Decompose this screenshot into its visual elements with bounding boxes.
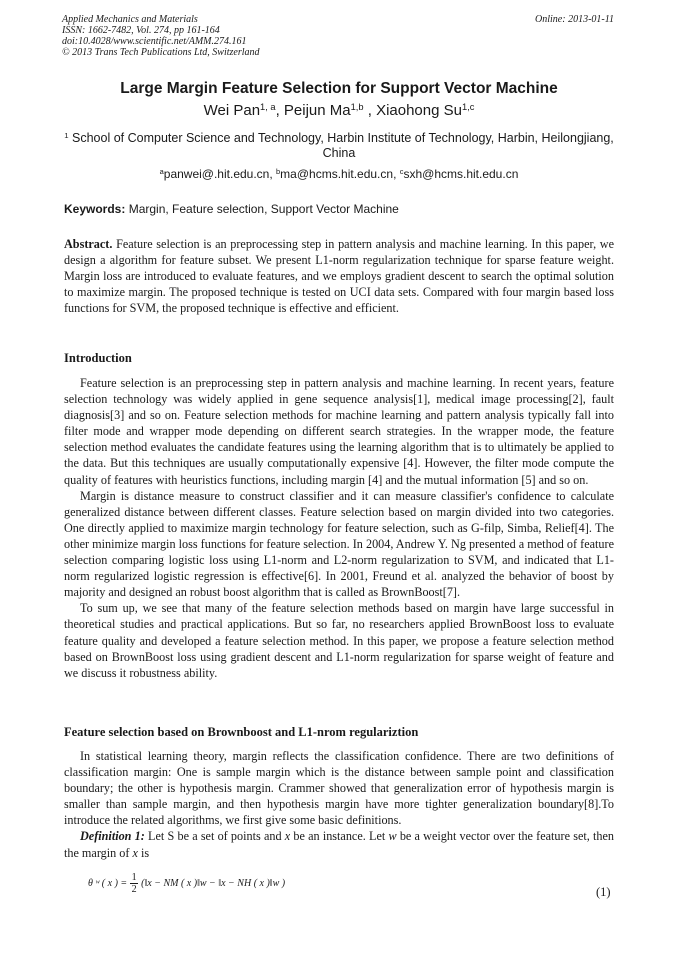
definition-text: Let S be a set of points and xyxy=(144,829,285,844)
variable-x: x xyxy=(284,829,291,844)
keywords-label: Keywords: xyxy=(64,202,126,216)
definition-text: be an instance. Let xyxy=(290,829,389,844)
section-heading-feature-selection: Feature selection based on Brownboost and L1-nrom regulariztion xyxy=(64,725,419,739)
email-mark: b xyxy=(276,166,281,176)
email-mark: c xyxy=(399,166,404,176)
email-address[interactable]: sxh@hcms.hit.edu.cn xyxy=(403,167,519,181)
keywords-text: Margin, Feature selection, Support Vector Machine xyxy=(128,202,399,216)
author-name: Xiaohong Su xyxy=(376,102,462,119)
affiliation-text: School of Computer Science and Technology, Harbin Institute of Technology, Harbin, Heilongjiang, China xyxy=(72,131,614,160)
author-line: Wei Pan$^{1, a}$, Peijun Ma$^{1,b}$ , Xiaohong Su$^{1,c}$ xyxy=(203,101,475,119)
variable-w: w xyxy=(388,829,397,844)
fraction-numerator: 1 xyxy=(131,872,137,883)
abstract-text: Feature selection is an preprocessing step in pattern analysis and machine learning. In this paper, we design a algorithm for feature subset. We present L1-norm regularization technique for sparse feature weight. Margin loss are introduced to evaluate features, and we employs gradient descent to search the optimal solution to maximize margin. The proposed technique is tested on UCI data sets. Compared with four margin based loss functions for SVM, the proposed technique is effective and efficient. xyxy=(64,237,614,316)
paper-title: Large Margin Feature Selection for Support Vector Machine xyxy=(120,80,558,97)
affiliation-mark: 1 xyxy=(64,130,69,140)
equation-rhs: (‖x − NM ( x )‖w − ‖x − NH ( x )‖w ) xyxy=(141,878,286,889)
one-half-fraction xyxy=(130,873,138,894)
margin-equation xyxy=(88,873,285,894)
author-name: Wei Pan xyxy=(203,102,261,119)
variable-x: x xyxy=(132,845,138,860)
email-address[interactable]: panwei@.hit.edu.cn, xyxy=(163,167,273,181)
author-name: Peijun Ma xyxy=(283,102,351,119)
fraction-denominator: 2 xyxy=(131,884,137,895)
section-heading-introduction: Introduction xyxy=(64,351,132,365)
email-address[interactable]: ma@hcms.hit.edu.cn, xyxy=(280,167,397,181)
definition-text: is xyxy=(137,845,150,860)
author-affil-mark: 1,c xyxy=(461,101,475,112)
definition-text: be a weight vector over the feature set, then the margin of xyxy=(64,829,614,860)
journal-header xyxy=(62,14,260,58)
paragraph: Margin is distance measure to construct classifier and it can measure classifier's confidence to calculate generalized distance between different classes. Feature selection based on margin divided into two categories. One directly applied to maximize margin technology for feature selection, such as G-filp, Simba, Relief[4]. The other minimize margin loss functions for feature selection. In 2004, Andrew Y. Ng presented a method of feature selection comparing logistic loss using L1-norm and L2-norm regularization to SVM, and indicated that L1-norm regularized logistic regression is effective[6]. In 2001, Freund et al. analyzed the behavior of boost by majority and designed an robust boost algorithm that is called as BrownBoost[7]. xyxy=(64,488,614,600)
paragraph: In statistical learning theory, margin reflects the classification confidence. There are two definitions of classification margin: One is sample margin which is the distance between sample point and classification boundary; the other is hypothesis margin. Crammer showed that generalization error of hypothesis margin is smaller than sample margin, and then hypothesis margin have more tighter generalization boundary[8].To introduce the related algorithms, we first give some basic definitions. xyxy=(64,749,614,828)
copyright-line: © 2013 Trans Tech Publications Ltd, Switzerland xyxy=(62,47,260,58)
definition-paragraph xyxy=(64,828,614,860)
abstract-label: Abstract. xyxy=(64,237,113,251)
online-date: Online: 2013-01-11 xyxy=(535,14,614,25)
equation-lhs: θ ʷ ( x ) = xyxy=(88,878,128,889)
definition-label: Definition 1: xyxy=(80,829,145,844)
author-affil-mark: 1,b xyxy=(350,101,364,112)
equation-number: (1) xyxy=(596,885,611,899)
keywords xyxy=(64,202,399,216)
journal-name: Applied Mechanics and Materials xyxy=(62,14,198,25)
abstract xyxy=(64,236,614,316)
feature-selection-body xyxy=(64,748,614,861)
email-line xyxy=(0,167,678,181)
affiliation xyxy=(64,131,614,161)
email-mark: a xyxy=(159,166,164,176)
paragraph: Feature selection is an preprocessing step in pattern analysis and machine learning. In recent years, feature selection technology was widely applied in gene sequence analysis[1], medical image processing[2], fault diagnosis[3] and so on. Feature selection methods for machine learning and pattern analysis typically fall into filter mode and wrapper mode depending on different search strategies. In the wrapper mode, the feature selection method evaluates the candidate features using the learning algorithm that is to ultimately be applied to the data. But this techniques are usually computationally expensive [4]. However, the filter mode compute the quality of features with heuristics functions, including margin [4] and the mutual information [5] and so on. xyxy=(64,376,614,487)
author-affil-mark: 1, a xyxy=(260,101,276,112)
paragraph: To sum up, we see that many of the feature selection methods based on margin have large successful in theoretical studies and practical applications. But so far, no researchers applied BrownBoost loss to evaluate feature quality and developed a feature selection method. In this paper, we propose a feature selection method based on BrownBoost loss using gradient descent and L1-norm regularization for sparse weight of feature and we discuss it robustness ability. xyxy=(64,601,614,680)
doi-line: doi:10.4028/www.scientific.net/AMM.274.161 xyxy=(62,36,247,47)
introduction-body xyxy=(64,375,614,681)
issn-line: ISSN: 1662-7482, Vol. 274, pp 161-164 xyxy=(62,25,220,36)
